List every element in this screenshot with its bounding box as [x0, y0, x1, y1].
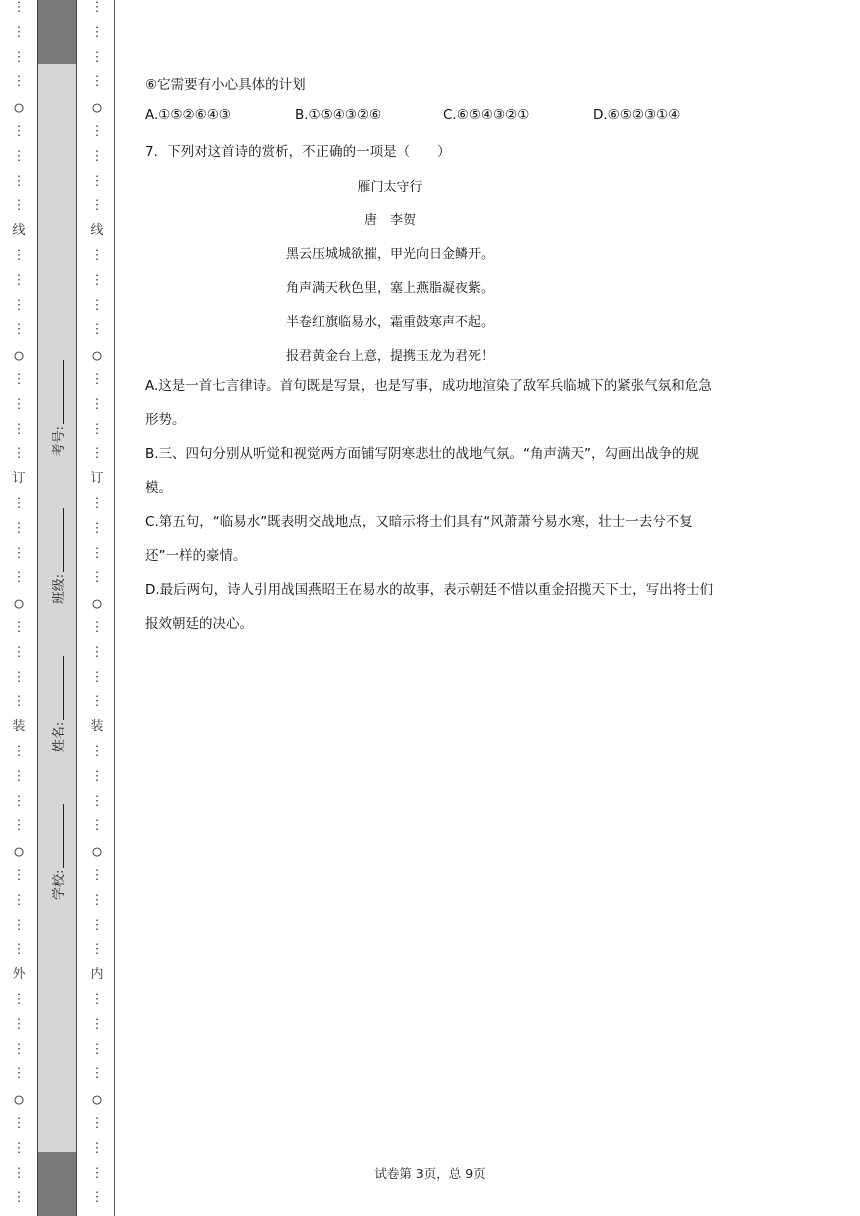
dots-mark: ⋮: [12, 570, 26, 585]
circle-mark: ○: [92, 98, 102, 116]
student-info-area: [37, 360, 77, 900]
poem-line: 半卷红旗临易水，霜重鼓寒声不起。: [285, 315, 494, 330]
question6-option-d[interactable]: D.⑥⑤②③①④: [593, 107, 681, 123]
class-field[interactable]: [48, 508, 67, 604]
dots-mark: ⋮: [12, 496, 26, 511]
question7-choice-d[interactable]: D.最后两句，诗人引用战国燕昭王在易水的故事，表示朝廷不惜以重金招揽天下士，写出将士们报效朝廷的决心。: [145, 582, 714, 632]
dots-mark: ⋮: [12, 372, 26, 387]
dots-mark: ⋮: [90, 670, 104, 685]
circle-mark: ○: [92, 842, 102, 860]
dots-mark: ⋮: [90, 422, 104, 437]
dots-mark: ⋮: [12, 198, 26, 213]
circle-mark: ○: [14, 594, 24, 612]
question6-item6: ⑥它需要有小心具体的计划: [145, 77, 306, 93]
dots-mark: ⋮: [12, 818, 26, 833]
dots-mark: ⋮: [12, 174, 26, 189]
circle-mark: ○: [14, 98, 24, 116]
dots-mark: ⋮: [12, 521, 26, 536]
dots-mark: ⋮: [12, 1066, 26, 1081]
dots-mark: ⋮: [90, 818, 104, 833]
question6-option-b[interactable]: B.①⑤④③②⑥: [295, 107, 382, 123]
dots-mark: ⋮: [90, 446, 104, 461]
dots-mark: ⋮: [90, 1166, 104, 1181]
dots-mark: ⋮: [12, 1116, 26, 1131]
dots-mark: ⋮: [90, 1116, 104, 1131]
circle-mark: ○: [14, 842, 24, 860]
dots-mark: ⋮: [90, 1017, 104, 1032]
dots-mark: ⋮: [90, 992, 104, 1007]
dots-mark: ⋮: [12, 0, 26, 15]
circle-mark: ○: [92, 1090, 102, 1108]
dots-mark: ⋮: [90, 694, 104, 709]
dots-mark: ⋮: [12, 74, 26, 89]
question7-choice-c[interactable]: C.第五句，“临易水”既表明交战地点，又暗示将士们具有“风萧萧兮易水寒，壮士一去兮不复还”一样的豪情。: [145, 514, 693, 564]
dots-mark: ⋮: [12, 322, 26, 337]
dots-mark: ⋮: [90, 570, 104, 585]
dots-mark: ⋮: [90, 50, 104, 65]
dots-mark: ⋮: [12, 620, 26, 635]
dots-mark: ⋮: [12, 298, 26, 313]
dots-mark: ⋮: [12, 1166, 26, 1181]
dots-mark: ⋮: [90, 794, 104, 809]
question6-option-c[interactable]: C.⑥⑤④③②①: [443, 107, 530, 123]
dots-mark: ⋮: [90, 1190, 104, 1205]
dots-mark: ⋮: [90, 1066, 104, 1081]
question7-choice-b[interactable]: B.三、四句分别从听觉和视觉两方面铺写阴寒悲壮的战地气氛。“角声满天”，勾画出战争的规模。: [145, 446, 700, 496]
dots-mark: ⋮: [90, 496, 104, 511]
poem-line: 报君黄金台上意，提携玉龙为君死！: [285, 349, 494, 364]
dots-mark: ⋮: [12, 769, 26, 784]
outer-seal-column: [8, 0, 30, 1216]
seal-word: 订: [90, 471, 104, 486]
dots-mark: ⋮: [12, 25, 26, 40]
dots-mark: ⋮: [90, 273, 104, 288]
dots-mark: ⋮: [12, 744, 26, 759]
dots-mark: ⋮: [12, 1042, 26, 1057]
dots-mark: ⋮: [12, 918, 26, 933]
dots-mark: ⋮: [12, 794, 26, 809]
exam-no-blank[interactable]: [51, 360, 64, 424]
dots-mark: ⋮: [12, 397, 26, 412]
seal-word: 订: [12, 471, 26, 486]
poem-line: 黑云压城城欲摧，甲光向日金鳞开。: [285, 247, 494, 262]
seal-word: 外: [12, 967, 26, 982]
dots-mark: ⋮: [90, 174, 104, 189]
name-label: 姓名:: [51, 721, 67, 753]
circle-mark: ○: [92, 594, 102, 612]
question7-choice-a[interactable]: A.这是一首七言律诗。首句既是写景，也是写事，成功地渲染了敌军兵临城下的紧张气氛和危急形势。: [145, 378, 712, 428]
dots-mark: ⋮: [90, 25, 104, 40]
dots-mark: ⋮: [12, 645, 26, 660]
dots-mark: ⋮: [90, 546, 104, 561]
dots-mark: ⋮: [90, 372, 104, 387]
dots-mark: ⋮: [90, 893, 104, 908]
name-blank[interactable]: [51, 656, 64, 720]
dots-mark: ⋮: [90, 248, 104, 263]
dots-mark: ⋮: [90, 149, 104, 164]
dots-mark: ⋮: [90, 198, 104, 213]
dots-mark: ⋮: [90, 645, 104, 660]
dots-mark: ⋮: [90, 74, 104, 89]
dots-mark: ⋮: [90, 1042, 104, 1057]
dots-mark: ⋮: [90, 521, 104, 536]
binding-dark-block-bottom: [37, 1152, 77, 1216]
poem-author: 唐 李贺: [363, 213, 416, 228]
dots-mark: ⋮: [90, 298, 104, 313]
dots-mark: ⋮: [12, 124, 26, 139]
question7-stem: 7．下列对这首诗的赏析，不正确的一项是（ ）: [145, 144, 451, 160]
seal-word: 装: [12, 719, 26, 734]
dots-mark: ⋮: [90, 868, 104, 883]
dots-mark: ⋮: [90, 620, 104, 635]
dots-mark: ⋮: [90, 0, 104, 15]
dots-mark: ⋮: [90, 744, 104, 759]
circle-mark: ○: [14, 346, 24, 364]
dots-mark: ⋮: [90, 1141, 104, 1156]
dots-mark: ⋮: [12, 273, 26, 288]
dots-mark: ⋮: [12, 446, 26, 461]
seal-word: 线: [90, 223, 104, 238]
school-field[interactable]: [48, 804, 67, 900]
dots-mark: ⋮: [12, 1141, 26, 1156]
seal-word: 内: [90, 967, 104, 982]
dots-mark: ⋮: [12, 149, 26, 164]
dots-mark: ⋮: [12, 694, 26, 709]
exam-no-label: 考号:: [51, 426, 67, 457]
dots-mark: ⋮: [12, 868, 26, 883]
question6-option-a[interactable]: A.①⑤②⑥④③: [145, 107, 231, 123]
dots-mark: ⋮: [90, 397, 104, 412]
poem-line: 角声满天秋色里，塞上燕脂凝夜紫。: [285, 281, 494, 296]
dots-mark: ⋮: [12, 422, 26, 437]
poem-title: 雁门太守行: [357, 180, 423, 195]
dots-mark: ⋮: [90, 918, 104, 933]
dots-mark: ⋮: [12, 1190, 26, 1205]
dots-mark: ⋮: [12, 248, 26, 263]
school-label: 学校:: [51, 869, 67, 900]
class-blank[interactable]: [51, 508, 64, 572]
dots-mark: ⋮: [90, 124, 104, 139]
name-field[interactable]: [48, 656, 67, 752]
dots-mark: ⋮: [12, 1017, 26, 1032]
seal-word: 装: [90, 719, 104, 734]
exam-no-field[interactable]: [48, 360, 67, 456]
circle-mark: ○: [92, 346, 102, 364]
school-blank[interactable]: [51, 804, 64, 868]
seal-word: 线: [12, 223, 26, 238]
binding-dark-block-top: [37, 0, 77, 64]
page-footer: 试卷第 3页，总 9页: [374, 1166, 486, 1181]
circle-mark: ○: [14, 1090, 24, 1108]
dots-mark: ⋮: [90, 322, 104, 337]
dots-mark: ⋮: [12, 893, 26, 908]
dots-mark: ⋮: [12, 942, 26, 957]
dots-mark: ⋮: [12, 992, 26, 1007]
dots-mark: ⋮: [12, 50, 26, 65]
class-label: 班级:: [51, 573, 67, 605]
dots-mark: ⋮: [12, 546, 26, 561]
dots-mark: ⋮: [12, 670, 26, 685]
question6-options: [145, 107, 725, 127]
dots-mark: ⋮: [90, 769, 104, 784]
dots-mark: ⋮: [90, 942, 104, 957]
